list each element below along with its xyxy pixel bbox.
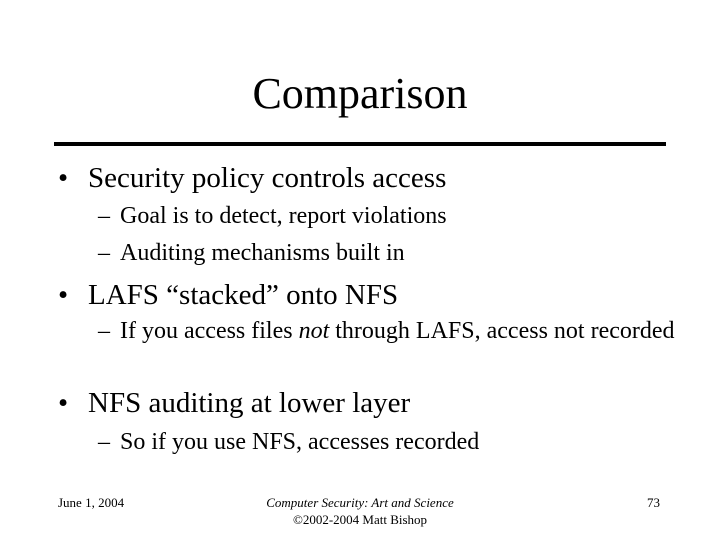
title-divider: [54, 142, 666, 146]
sub-bullet-item: [98, 202, 680, 231]
footer-copyright: ©2002-2004 Matt Bishop: [292, 512, 428, 527]
sub-bullet-text: So if you use NFS, accesses recorded: [120, 429, 480, 455]
bullet-text: Security policy controls access: [88, 162, 447, 194]
bullet-text: LAFS “stacked” onto NFS: [88, 279, 399, 311]
sub-bullet-item: [98, 317, 680, 346]
bullet-item: [58, 278, 398, 312]
bullet-icon: •: [58, 387, 69, 419]
sub-bullet-item: [98, 428, 680, 457]
dash-icon: –: [98, 429, 110, 455]
bullet-item: [58, 386, 410, 420]
dash-icon: –: [98, 318, 110, 344]
sub-bullet-emphasis: not: [298, 318, 330, 344]
sub-bullet-text: Auditing mechanisms built in: [120, 240, 405, 266]
footer-source: [200, 494, 520, 528]
sub-bullet-text-after: through LAFS, access not recorded: [329, 318, 675, 344]
sub-bullet-text-before: If you access files: [120, 318, 299, 344]
slide-title: Comparison: [252, 69, 468, 118]
footer-date: June 1, 2004: [58, 495, 125, 510]
page-number: 73: [647, 495, 660, 510]
sub-bullet-text: [98, 317, 680, 346]
dash-icon: –: [98, 240, 110, 266]
bullet-item: [58, 161, 446, 195]
footer-book-title: Computer Security: Art and Science: [266, 495, 454, 510]
sub-bullet-text: Goal is to detect, report violations: [120, 203, 447, 229]
dash-icon: –: [98, 203, 110, 229]
bullet-icon: •: [58, 162, 69, 194]
sub-bullet-item: [98, 239, 680, 268]
bullet-text: NFS auditing at lower layer: [88, 387, 411, 419]
bullet-icon: •: [58, 279, 69, 311]
